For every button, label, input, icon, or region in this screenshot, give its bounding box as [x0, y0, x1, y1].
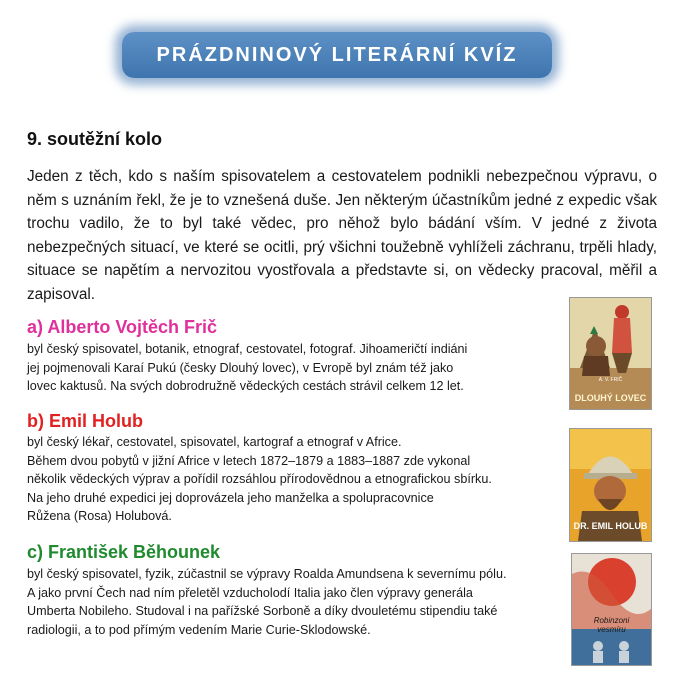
intro-line: Jeden z těch, kdo s naším spisovatelem a cestovatelem podnikli nebezpečnou [27, 168, 579, 185]
quiz-banner [122, 32, 552, 78]
option-b-description [27, 433, 492, 526]
intro-line: záchranu, trpěli hlady, situace se napětím a nervozitou vyostřovala a představte si, on [27, 238, 657, 280]
description-line: lovec kaktusů. Na svých dobrodružně vědeckých cestách strávil celkem 12 let. [27, 379, 464, 394]
book-cover-emil-holub [569, 428, 652, 542]
option-b-title: b) Emil Holub [27, 411, 143, 431]
cover-author: A. V. FRIČ [598, 377, 623, 383]
cover-title-line1: Robinzoni [593, 616, 630, 625]
description-line: Umberta Nobileho. Studoval i na pařížské Sorboně a díky dvouletému stipendiu také [27, 604, 498, 619]
description-line: A jako první Čech nad ním přeletěl vzducholodí Italia jako člen výpravy generála [27, 585, 473, 600]
intro-line: výpravu, o něm s uznáním řekl, že je to vznešená duše. Jen některým účastníkům [27, 168, 657, 209]
description-line: Na jeho druhé expedici jej doprovázela jeho manželka a spolupracovnice [27, 490, 434, 505]
intro-paragraph [27, 165, 657, 307]
description-line: byl český lékař, cestovatel, spisovatel, kartograf a etnograf v Africe. [27, 435, 402, 449]
book-cover-dlouhy-lovec [569, 297, 652, 410]
banner-title: PRÁZDNINOVÝ LITERÁRNÍ KVÍZ [156, 43, 518, 66]
description-line: byl český spisovatel, fyzik, zúčastnil se výpravy Roalda Amundsena k severnímu pólu. [27, 567, 507, 581]
round-title: 9. soutěžní kolo [27, 129, 163, 149]
intro-line: V jedné z života nebezpečných situací, ve které se ocitli, prý všichni toužebně vyhlíželi [27, 215, 658, 256]
description-line: radiologii, a to pod přímým vedením Marie Curie-Sklodowské. [27, 622, 371, 637]
description-line: několik vědeckých výprav a pořídil rozsáhlou přírodovědnou a etnografickou sbírku. [27, 472, 492, 487]
intro-line: jedné z expedic však trochu vadilo, že to byl také vědec, pro něhož bylo bádání vším. [27, 191, 658, 233]
option-a-title: a) Alberto Vojtěch Frič [27, 317, 218, 337]
option-c-title: c) František Běhounek [27, 542, 221, 562]
description-line: Růžena (Rosa) Holubová. [27, 509, 172, 524]
book-cover-robinzoni-vesmiru [571, 553, 652, 666]
option-c-description [27, 565, 506, 639]
intro-line: vědecky pracoval, měřil a zapisoval. [27, 262, 657, 303]
cover-title: DR. EMIL HOLUB [573, 521, 648, 531]
option-a-description [27, 340, 467, 396]
description-line: Během dvou pobytů v jižní Africe v letech 1872–1879 a 1883–1887 zde vykonal [27, 453, 471, 468]
description-line: byl český spisovatel, botanik, etnograf, cestovatel, fotograf. Jihoameričtí indiáni [27, 342, 468, 356]
description-line: jej pojmenovali Karaí Pukú (česky Dlouhý lovec), v Evropě byl znám též jako [27, 360, 454, 375]
cover-title-line2: vesmíru [597, 625, 626, 634]
cover-title: DLOUHÝ LOVEC [574, 393, 647, 403]
